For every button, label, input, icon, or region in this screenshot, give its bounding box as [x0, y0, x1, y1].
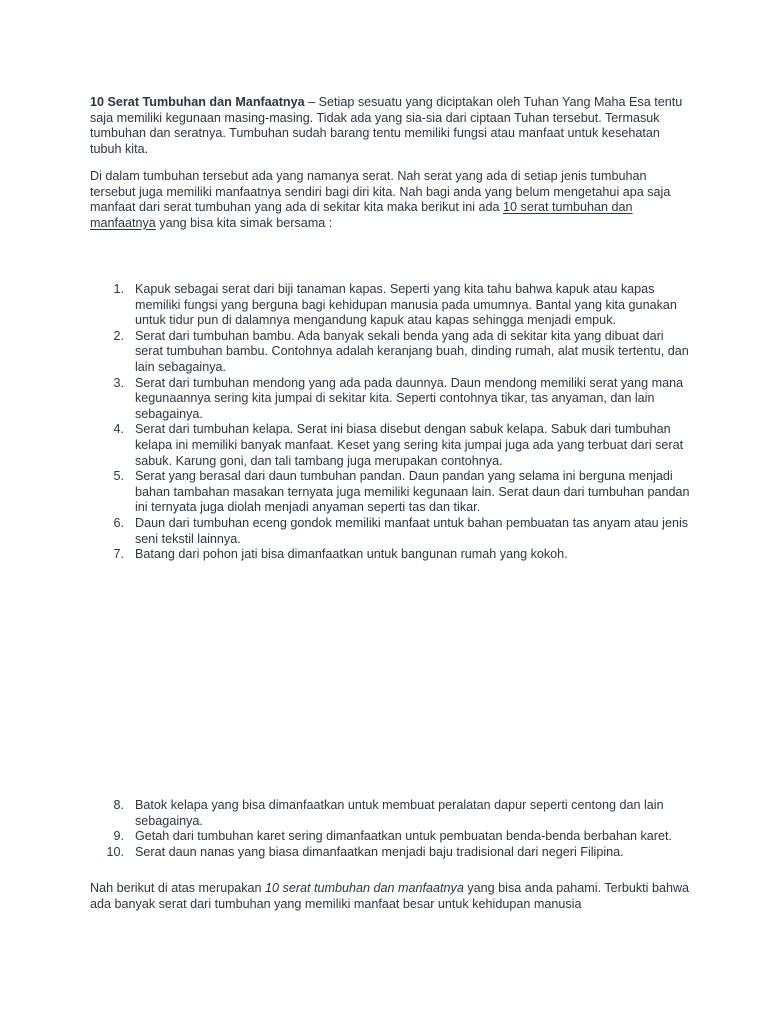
list-item: [90, 376, 690, 423]
list-item-number: 3.: [113, 375, 124, 390]
list-item-text: Batang dari pohon jati bisa dimanfaatkan untuk bangunan rumah yang kokoh.: [135, 547, 568, 562]
list-item-text: Serat dari tumbuhan bambu. Ada banyak sekali benda yang ada di sekitar kita yang dibuat dari serat tumbuhan bambu. Contohnya adalah keranjang buah, dinding rumah, alat musik tertentu, dan lain sebagainya.: [135, 328, 689, 374]
list-item-text: Serat yang berasal dari daun tumbuhan pandan. Daun pandan yang selama ini berguna menjadi bahan tambahan masakan ternyata juga memiliki kegunaan lain. Serat daun dari tumbuhan pandan ini ternyata juga diolah menjadi anyaman seperti tas dan tikar.: [135, 469, 690, 515]
list-item-number: 1.: [113, 282, 124, 296]
intro-paragraph: [90, 95, 690, 157]
intro-text: Setiap sesuatu yang diciptakan oleh Tuhan Yang Maha Esa tentu saja memiliki kegunaan masing-masing. Tidak ada yang sia-sia dari ciptaan Tuhan tersebut. Termasuk tumbuhan dan seratnya. Tumbuhan sudah barang tentu memiliki fungsi atau manfaat untuk kesehatan tubuh kita.: [90, 95, 683, 156]
closing-paragraph: [90, 881, 690, 912]
list-item-number: 6.: [113, 515, 124, 530]
list-item: [90, 469, 690, 516]
list-item-text: Serat dari tumbuhan kelapa. Serat ini biasa disebut dengan sabuk kelapa. Sabuk dari tumbuhan kelapa ini memiliki banyak manfaat. Keset yang sering kita jumpai juga ada yang terbuat dari serat sabuk. Karung goni, dan tali tambang juga merupakan contohnya.: [135, 422, 684, 468]
article-link[interactable]: 10 serat tumbuhan dan manfaatnya: [90, 200, 633, 230]
title-dash: –: [304, 95, 319, 109]
list-item: [90, 845, 690, 861]
list-item: [90, 282, 690, 329]
outro-italic-phrase: 10 serat tumbuhan dan manfaatnya: [265, 881, 464, 895]
list-item-text: Daun dari tumbuhan eceng gondok memiliki manfaat untuk bahan pembuatan tas anyam atau jenis seni tekstil lainnya.: [135, 515, 689, 546]
second-paragraph: [90, 169, 690, 231]
fiber-list-part-2: [90, 798, 690, 860]
list-item: [90, 829, 690, 845]
list-item-text: Kapuk sebagai serat dari biji tanaman kapas. Seperti yang kita tahu bahwa kapuk atau kapas memiliki fungsi yang berguna bagi kehidupan manusia pada umumnya. Bantal yang kita gunakan untuk tidur pun di dalamnya mengandung kapuk atau kapas sehingga menjadi empuk.: [135, 282, 677, 328]
second-text-after: yang bisa kita simak bersama :: [155, 215, 333, 230]
fiber-list-part-1: [90, 282, 690, 563]
list-item: [90, 516, 690, 547]
list-item: [90, 547, 690, 563]
list-item-number: 10.: [106, 844, 124, 859]
list-item-text: Batok kelapa yang bisa dimanfaatkan untuk membuat peralatan dapur seperti centong dan lain sebagainya.: [135, 798, 664, 828]
list-item: [90, 422, 690, 469]
article-title: 10 Serat Tumbuhan dan Manfaatnya: [90, 95, 305, 109]
list-item-number: 4.: [113, 422, 124, 437]
list-item-text: Getah dari tumbuhan karet sering dimanfaatkan untuk pembuatan benda-benda berbahan karet.: [135, 829, 672, 844]
list-item-text: Serat daun nanas yang biasa dimanfaatkan menjadi baju tradisional dari negeri Filipina.: [135, 844, 624, 859]
list-item: [90, 798, 690, 829]
list-item-number: 9.: [113, 829, 124, 844]
list-item-number: 5.: [113, 469, 124, 484]
list-item-number: 8.: [113, 798, 124, 812]
outro-text-after: yang bisa anda pahami. Terbukti bahwa ada banyak serat dari tumbuhan yang memiliki manfaat besar untuk kehidupan manusia: [90, 881, 690, 911]
list-item-number: 2.: [113, 328, 124, 343]
list-item-number: 7.: [113, 547, 124, 562]
list-item-text: Serat dari tumbuhan mendong yang ada pada daunnya. Daun mendong memiliki serat yang mana kegunaannya sering kita jumpai di sekitar kita. Seperti contohnya tikar, tas anyaman, dan lain sebagainya.: [135, 375, 684, 421]
list-item: [90, 329, 690, 376]
outro-text-before: Nah berikut di atas merupakan: [90, 881, 266, 895]
second-text-before: Di dalam tumbuhan tersebut ada yang namanya serat. Nah serat yang ada di setiap jenis tumbuhan tersebut juga memiliki manfaatnya sendiri bagi diri kita. Nah bagi anda yang belum mengetahui apa saja manfaat dari serat tumbuhan yang ada di sekitar kita maka berikut ini ada: [90, 169, 671, 215]
